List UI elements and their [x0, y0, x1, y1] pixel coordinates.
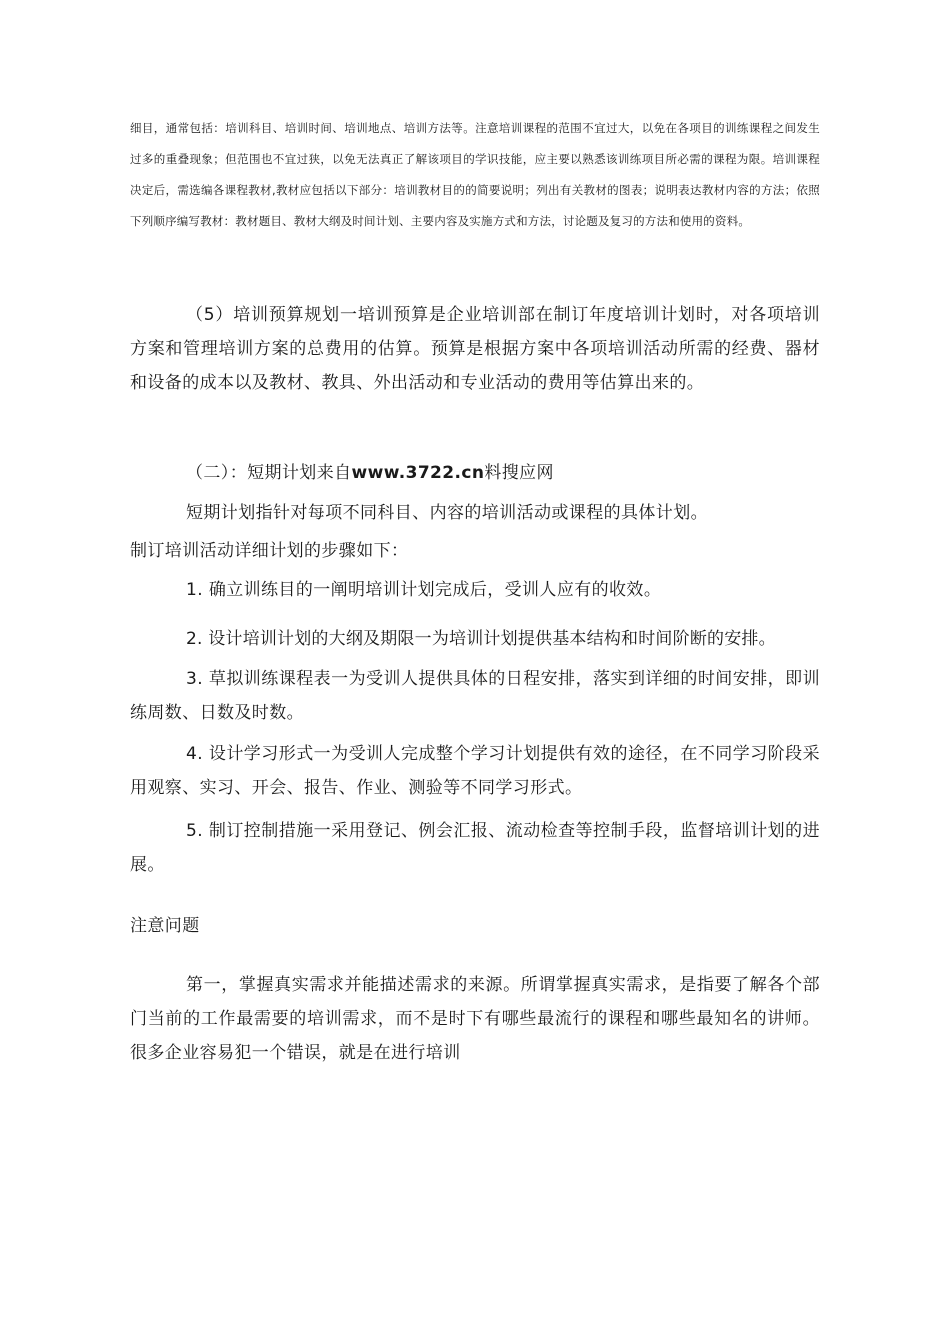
notes-heading: 注意问题	[130, 916, 200, 936]
course-details-paragraph: 细目，通常包括：培训科目、培训时间、培训地点、培训方法等。注意培训课程的范围不宜过大，以免在各项目的训练课程之间发生过多的重叠现象；但范围也不宜过狭，以免无法真正了解该项目的学识技能，应主要以熟悉该训练项目所必需的课程为限。培训课程决定后，需选编各课程教材,教材应包括以下部分：培训教材目的的简要说明；列出有关教材的图表；说明表达教材内容的方法；依照下列顺序编写教材：教材题目、教材大纲及时间计划、主要内容及实施方式和方法，讨论题及复习的方法和使用的资料。	[130, 121, 820, 228]
heading-suffix: 料搜应网	[484, 463, 554, 483]
step-5: 5. 制订控制措施一采用登记、例会汇报、流动检查等控制手段，监督培训计划的进展。	[130, 821, 820, 875]
heading-prefix: （二）：短期计划来自	[186, 463, 352, 483]
short-term-heading	[186, 456, 554, 490]
step-2: 2. 设计培训计划的大纲及期限一为培训计划提供基本结构和时间阶断的安排。	[186, 629, 776, 649]
step-1: 1. 确立训练目的一阐明培训计划完成后，受训人应有的收效。	[186, 580, 662, 600]
budget-paragraph: （5）培训预算规划一培训预算是企业培训部在制订年度培训计划时，对各项培训方案和管理培训方案的总费用的估算。预算是根据方案中各项培训活动所需的经费、器材和设备的成本以及教材、教具、外出活动和专业活动的费用等估算出来的。	[130, 305, 820, 393]
heading-site: www.3722.cn	[351, 463, 485, 483]
steps-intro: 制订培训活动详细计划的步骤如下：	[130, 541, 409, 561]
step-3: 3. 草拟训练课程表一为受训人提供具体的日程安排，落实到详细的时间安排，即训练周数、日数及时数。	[130, 669, 820, 723]
step-4: 4. 设计学习形式一为受训人完成整个学习计划提供有效的途径，在不同学习阶段采用观察、实习、开会、报告、作业、测验等不同学习形式。	[130, 744, 820, 798]
first-point-paragraph: 第一，掌握真实需求并能描述需求的来源。所谓掌握真实需求，是指要了解各个部门当前的工作最需要的培训需求，而不是时下有哪些最流行的课程和哪些最知名的讲师。很多企业容易犯一个错误，就是在进行培训	[130, 975, 820, 1063]
short-term-definition: 短期计划指针对每项不同科目、内容的培训活动或课程的具体计划。	[186, 503, 708, 523]
